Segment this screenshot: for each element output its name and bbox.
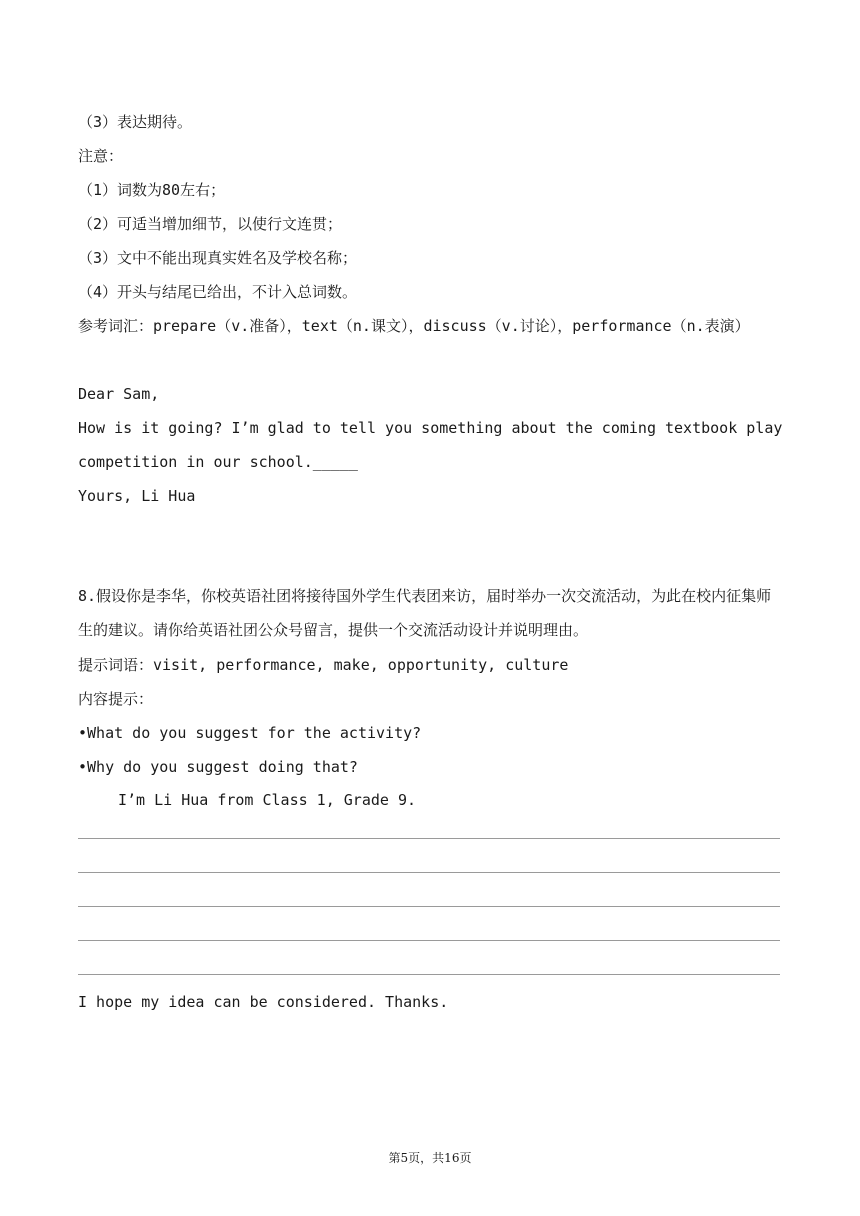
answer-line-4[interactable] bbox=[78, 940, 780, 941]
letter-body-line-2: competition in our school._____ bbox=[78, 453, 358, 471]
reference-vocabulary: 参考词汇：prepare（v.准备），text（n.课文），discuss（v.讨论），performance（n.表演） bbox=[78, 317, 750, 335]
requirement-3: （3）表达期待。 bbox=[78, 113, 193, 131]
content-hints-heading: 内容提示： bbox=[78, 690, 154, 708]
answer-line-3[interactable] bbox=[78, 906, 780, 907]
question-8-prompt: 8.假设你是李华，你校英语社团将接待国外学生代表团来访，届时举办一次交流活动，为此在校内征集师生的建议。请你给英语社团公众号留言，提供一个交流活动设计并说明理由。 bbox=[78, 587, 772, 639]
letter-opening: I’m Li Hua from Class 1, Grade 9. bbox=[118, 791, 417, 809]
answer-line-5[interactable] bbox=[78, 974, 780, 975]
letter-closing: Yours, Li Hua bbox=[78, 487, 196, 505]
note-4: （4）开头与结尾已给出，不计入总词数。 bbox=[78, 283, 358, 301]
answer-line-2[interactable] bbox=[78, 872, 780, 873]
note-1: （1）词数为80左右； bbox=[78, 181, 226, 199]
notes-heading: 注意： bbox=[78, 147, 124, 165]
letter-greeting: Dear Sam, bbox=[78, 385, 160, 403]
note-2: （2）可适当增加细节，以使行文连贯； bbox=[78, 215, 343, 233]
content-hint-2: •Why do you suggest doing that? bbox=[78, 758, 358, 776]
answer-line-1[interactable] bbox=[78, 838, 780, 839]
hint-words: 提示词语：visit, performance, make, opportunity, culture bbox=[78, 656, 569, 674]
letter-ending: I hope my idea can be considered. Thanks. bbox=[78, 993, 449, 1011]
note-3: （3）文中不能出现真实姓名及学校名称； bbox=[78, 249, 358, 267]
content-hint-1: •What do you suggest for the activity? bbox=[78, 724, 422, 742]
letter-body-line-1: How is it going? I’m glad to tell you something about the coming textbook play bbox=[78, 419, 783, 437]
page-number: 第5页，共16页 bbox=[388, 1151, 472, 1165]
